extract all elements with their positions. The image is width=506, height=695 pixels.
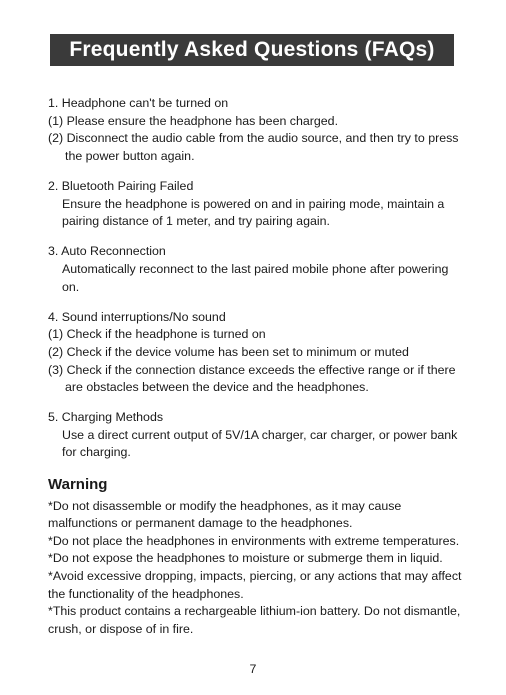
page-number: 7 xyxy=(249,662,257,676)
warning-item: *Do not place the headphones in environments with extreme temperatures. xyxy=(48,533,460,548)
faq-list-item: (1) Please ensure the headphone has been charged. xyxy=(48,113,339,128)
faq-section-4 xyxy=(48,309,468,397)
warning-item: *Avoid excessive dropping, impacts, piercing, or any actions that may affect the functionality of the headphones. xyxy=(48,569,462,601)
faq-answer: Automatically reconnect to the last paired mobile phone after powering on. xyxy=(62,261,449,294)
faq-question: 1. Headphone can't be turned on xyxy=(48,96,229,110)
faq-question: 3. Auto Reconnection xyxy=(48,244,166,259)
warning-item: *This product contains a rechargeable lithium-ion battery. Do not dismantle, crush, or dispose of in fire. xyxy=(48,604,461,636)
faq-question: 4. Sound interruptions/No sound xyxy=(48,309,226,324)
faq-question: 2. Bluetooth Pairing Failed xyxy=(48,178,194,193)
faq-content xyxy=(48,95,468,638)
warning-heading: Warning xyxy=(48,475,108,493)
warning-item: *Do not expose the headphones to moisture or submerge them in liquid. xyxy=(48,551,443,566)
warning-item: *Do not disassemble or modify the headphones, as it may cause malfunctions or permanent damage to the headphones. xyxy=(48,498,402,531)
faq-section-5 xyxy=(48,409,468,462)
faq-answer: Ensure the headphone is powered on and in pairing mode, maintain a pairing distance of 1 meter, and try pairing again. xyxy=(62,196,445,229)
faq-list-item: (1) Check if the headphone is turned on xyxy=(48,327,266,342)
faq-list-item: (2) Check if the device volume has been set to minimum or muted xyxy=(48,344,409,359)
faq-list-item: (2) Disconnect the audio cable from the audio source, and then try to press the power button again. xyxy=(48,131,459,163)
faq-question: 5. Charging Methods xyxy=(48,410,164,425)
faq-list-item: (3) Check if the connection distance exceeds the effective range or if there are obstacles between the device and the headphones. xyxy=(48,362,456,395)
faq-section-3 xyxy=(48,243,468,296)
faq-section-2 xyxy=(48,178,468,231)
faq-section-1 xyxy=(48,95,468,165)
page-title: Frequently Asked Questions (FAQs) xyxy=(50,34,454,66)
faq-answer: Use a direct current output of 5V/1A charger, car charger, or power bank for charging. xyxy=(62,427,458,460)
